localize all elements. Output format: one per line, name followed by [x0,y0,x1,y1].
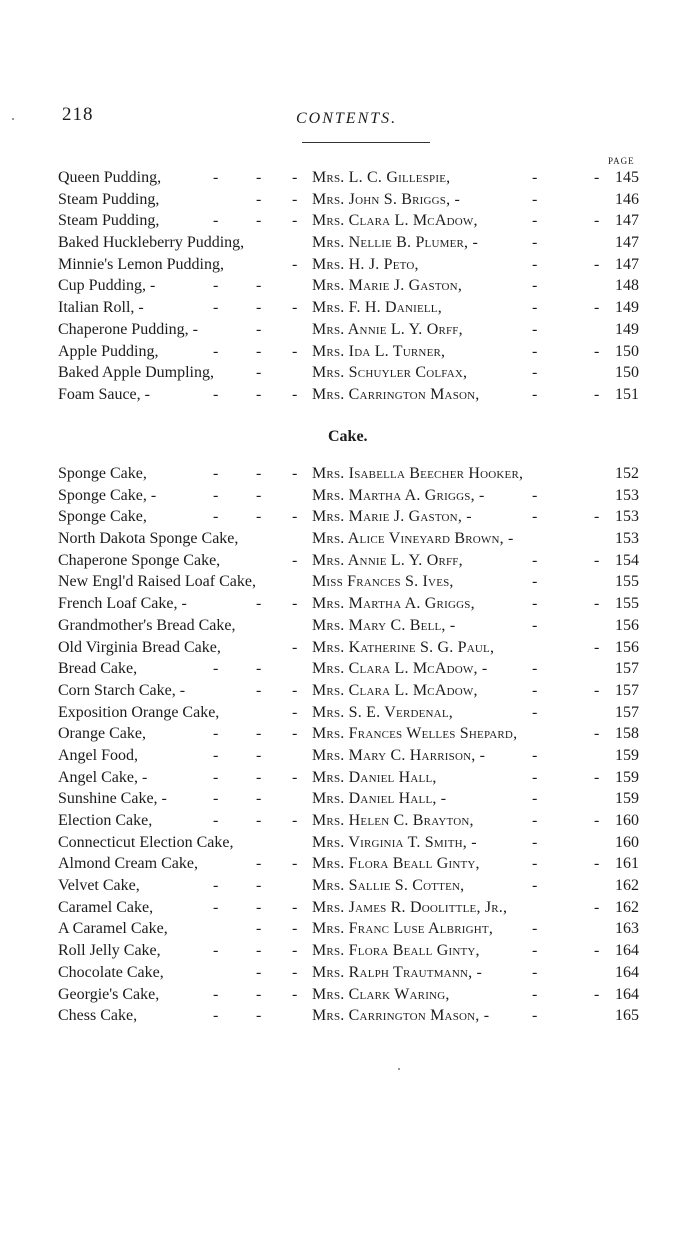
leader-dash: - [213,877,219,895]
leader-dash: - [292,465,298,482]
entry-page: 164 [615,985,639,1003]
entry-page: 147 [615,234,639,252]
leader-dash: - [213,465,219,482]
entry-author: Mrs. Virginia T. Smith, - [312,833,477,851]
entry-author: Mrs. Mary C. Harrison, - [312,746,486,764]
leader-dash: - [213,985,219,1003]
leader-dash: - [292,898,298,916]
leader-dash: - [256,898,262,916]
section-heading-cake: Cake. [328,428,368,445]
leader-dash: - [594,299,600,317]
leader-dash: - [594,638,600,656]
leader-dash: - [532,746,538,764]
entry-page: 157 [615,703,639,721]
entry-author: Mrs. Flora Beall Ginty, [312,855,480,873]
leader-dash: - [532,255,538,273]
entry-title: Chaperone Sponge Cake, [58,551,221,569]
entry-title: Old Virginia Bread Cake, [58,638,221,656]
entry-title: Georgie's Cake, [58,985,160,1003]
leader-dash: - [532,681,538,699]
contents-entry [0,254,700,276]
entry-author: Mrs. Nellie B. Plumer, - [312,234,478,252]
leader-dash: - [292,255,298,273]
leader-dash: - [532,942,538,960]
leader-dash: - [213,725,219,743]
leader-dash: - [256,595,262,613]
entry-title: Sponge Cake, [58,508,147,526]
contents-entry [0,658,700,680]
page-column-label: PAGE [608,156,635,166]
leader-dash: - [292,190,298,208]
leader-dash: - [256,465,262,482]
entry-author: Mrs. James R. Doolittle, Jr., [312,898,508,916]
contents-entry [0,341,700,363]
leader-dash: - [256,725,262,743]
contents-entry [0,810,700,832]
entry-title: A Caramel Cake, [58,920,168,938]
entry-author: Mrs. Clark Waring, [312,985,450,1003]
contents-entry [0,788,700,810]
contents-entry [0,232,700,254]
entry-page: 156 [615,638,639,656]
leader-dash: - [532,342,538,360]
leader-dash: - [256,299,262,317]
leader-dash: - [256,508,262,526]
entry-title: Baked Huckleberry Pudding, [58,234,245,252]
leader-dash: - [256,364,262,382]
entry-title: Chess Cake, [58,1007,138,1025]
leader-dash: - [292,169,298,186]
contents-entry [0,571,700,593]
section-puddings [0,167,700,406]
entry-author: Mrs. Schuyler Colfax, [312,364,468,382]
section-cake [0,463,700,1027]
entry-page: 155 [615,595,639,613]
leader-dash: - [292,508,298,526]
entry-title: Connecticut Election Cake, [58,833,234,851]
contents-entry [0,875,700,897]
contents-entry [0,745,700,767]
contents-entry [0,702,700,724]
entry-author: Mrs. Katherine S. G. Paul, [312,638,495,656]
leader-dash: - [532,877,538,895]
leader-dash: - [213,486,219,504]
leader-dash: - [213,768,219,786]
leader-dash: - [532,551,538,569]
entry-page: 151 [615,385,639,403]
leader-dash: - [594,255,600,273]
leader-dash: - [594,942,600,960]
leader-dash: - [213,169,219,186]
entry-title: Angel Cake, - [58,768,148,786]
entry-page: 164 [615,963,639,981]
entry-author: Mrs. Helen C. Brayton, [312,812,474,829]
leader-dash: - [213,508,219,526]
entry-author: Mrs. Marie J. Gaston, - [312,508,472,526]
leader-dash: - [532,616,538,634]
leader-dash: - [213,277,219,295]
leader-dash: - [532,703,538,721]
contents-entry [0,319,700,341]
leader-dash: - [213,212,219,230]
leader-dash: - [256,920,262,938]
contents-entry [0,853,700,875]
leader-dash: - [532,573,538,591]
entry-author: Mrs. Flora Beall Ginty, [312,942,480,960]
leader-dash: - [213,812,219,829]
leader-dash: - [594,855,600,873]
contents-entry [0,767,700,789]
leader-dash: - [256,385,262,403]
leader-dash: - [532,855,538,873]
entry-page: 146 [615,190,639,208]
entry-page: 145 [615,169,639,186]
contents-entry [0,506,700,528]
entry-page: 157 [615,681,639,699]
leader-dash: - [532,508,538,526]
contents-entry [0,550,700,572]
entry-author: Mrs. Martha A. Griggs, - [312,486,485,504]
entry-page: 153 [615,530,639,548]
entry-page: 165 [615,1007,639,1025]
leader-dash: - [532,277,538,295]
leader-dash: - [594,169,600,186]
entry-title: Roll Jelly Cake, [58,942,161,960]
leader-dash: - [292,299,298,317]
leader-dash: - [292,725,298,743]
contents-entry [0,1005,700,1027]
entry-title: Sponge Cake, [58,465,147,482]
entry-page: 164 [615,942,639,960]
entry-title: Velvet Cake, [58,877,140,895]
leader-dash: - [594,342,600,360]
leader-dash: - [532,486,538,504]
entry-page: 157 [615,660,639,678]
leader-dash: - [532,768,538,786]
entry-title: Italian Roll, - [58,299,144,317]
contents-entry [0,210,700,232]
leader-dash: - [594,551,600,569]
leader-dash: - [256,486,262,504]
leader-dash: - [532,190,538,208]
leader-dash: - [292,551,298,569]
entry-title: Queen Pudding, [58,169,162,186]
contents-entry [0,463,700,485]
entry-title: Baked Apple Dumpling, [58,364,214,382]
leader-dash: - [292,703,298,721]
entry-author: Mrs. Carrington Mason, - [312,1007,490,1025]
entry-author: Mrs. Daniel Hall, - [312,790,447,808]
entry-title: Sunshine Cake, - [58,790,167,808]
leader-dash: - [594,508,600,526]
contents-entry [0,615,700,637]
leader-dash: - [594,985,600,1003]
contents-entry [0,897,700,919]
leader-dash: - [256,963,262,981]
contents-entry [0,940,700,962]
contents-entry [0,528,700,550]
leader-dash: - [292,985,298,1003]
entry-title: Foam Sauce, - [58,385,150,403]
entry-author: Mrs. Clara L. McAdow, [312,212,478,230]
leader-dash: - [256,660,262,678]
leader-dash: - [292,681,298,699]
entry-author: Mrs. Annie L. Y. Orff, [312,320,463,338]
contents-entry [0,723,700,745]
entry-page: 147 [615,212,639,230]
leader-dash: - [532,790,538,808]
contents-entry [0,637,700,659]
leader-dash: - [532,320,538,338]
leader-dash: - [532,985,538,1003]
entry-page: 159 [615,790,639,808]
entry-author: Mrs. Marie J. Gaston, [312,277,463,295]
leader-dash: - [292,385,298,403]
entry-page: 161 [615,855,639,873]
entry-title: Steam Pudding, [58,212,160,230]
page-number: 218 [62,104,94,125]
leader-dash: - [594,595,600,613]
entry-page: 159 [615,746,639,764]
leader-dash: - [594,212,600,230]
leader-dash: - [292,768,298,786]
entry-page: 147 [615,255,639,273]
entry-author: Mrs. Franc Luse Albright, [312,920,494,938]
leader-dash: - [532,385,538,403]
entry-author: Mrs. Annie L. Y. Orff, [312,551,463,569]
entry-title: Caramel Cake, [58,898,154,916]
entry-page: 159 [615,768,639,786]
entry-author: Miss Frances S. Ives, [312,573,454,591]
entry-title: Steam Pudding, [58,190,160,208]
entry-title: Chaperone Pudding, - [58,320,198,338]
leader-dash: - [532,660,538,678]
contents-entry [0,167,700,189]
entry-page: 158 [615,725,639,743]
entry-page: 156 [615,616,639,634]
leader-dash: - [213,1007,219,1025]
paper-speck [12,118,14,120]
leader-dash: - [532,1007,538,1025]
leader-dash: - [594,898,600,916]
entry-author: Mrs. Clara L. McAdow, [312,681,478,699]
contents-entry [0,189,700,211]
entry-author: Mrs. John S. Briggs, - [312,190,461,208]
contents-entry [0,384,700,406]
leader-dash: - [532,169,538,186]
leader-dash: - [213,660,219,678]
leader-dash: - [292,920,298,938]
entry-title: Grandmother's Bread Cake, [58,616,236,634]
leader-dash: - [256,942,262,960]
entry-title: Chocolate Cake, [58,963,164,981]
leader-dash: - [213,898,219,916]
leader-dash: - [256,790,262,808]
entry-title: Cup Pudding, - [58,277,156,295]
contents-entry [0,680,700,702]
contents-entry [0,485,700,507]
leader-dash: - [256,877,262,895]
entry-title: French Loaf Cake, - [58,595,187,613]
leader-dash: - [256,768,262,786]
entry-author: Mrs. Mary C. Bell, - [312,616,456,634]
entry-title: Sponge Cake, - [58,486,157,504]
entry-title: Minnie's Lemon Pudding, [58,255,224,273]
entry-title: Almond Cream Cake, [58,855,198,873]
running-title: CONTENTS. [296,110,398,127]
leader-dash: - [594,725,600,743]
leader-dash: - [594,385,600,403]
entry-title: Exposition Orange Cake, [58,703,220,721]
entry-author: Mrs. Clara L. McAdow, - [312,660,488,678]
entry-page: 154 [615,551,639,569]
contents-entry [0,962,700,984]
leader-dash: - [292,595,298,613]
entry-title: Angel Food, [58,746,138,764]
leader-dash: - [256,277,262,295]
leader-dash: - [292,942,298,960]
entry-author: Mrs. Carrington Mason, [312,385,480,403]
leader-dash: - [213,790,219,808]
leader-dash: - [594,812,600,829]
entry-author: Mrs. Ralph Trautmann, - [312,963,483,981]
leader-dash: - [256,985,262,1003]
entry-author: Mrs. S. E. Verdenal, [312,703,453,721]
entry-title: North Dakota Sponge Cake, [58,530,239,548]
leader-dash: - [532,299,538,317]
leader-dash: - [256,190,262,208]
entry-page: 148 [615,277,639,295]
entry-page: 162 [615,877,639,895]
leader-dash: - [256,212,262,230]
leader-dash: - [213,942,219,960]
entry-title: Corn Starch Cake, - [58,681,186,699]
entry-page: 162 [615,898,639,916]
leader-dash: - [594,681,600,699]
entry-page: 150 [615,364,639,382]
entry-author: Mrs. Ida L. Turner, [312,342,446,360]
contents-entry [0,275,700,297]
contents-entry [0,362,700,384]
entry-page: 150 [615,342,639,360]
leader-dash: - [213,299,219,317]
leader-dash: - [292,342,298,360]
leader-dash: - [213,385,219,403]
entry-author: Mrs. Martha A. Griggs, [312,595,475,613]
entry-title: Apple Pudding, [58,342,159,360]
leader-dash: - [213,746,219,764]
entry-author: Mrs. L. C. Gillespie, [312,169,451,186]
leader-dash: - [532,234,538,252]
entry-author: Mrs. Sallie S. Cotten, [312,877,465,895]
entry-page: 149 [615,320,639,338]
leader-dash: - [256,681,262,699]
entry-page: 153 [615,508,639,526]
leader-dash: - [532,212,538,230]
entry-author: Mrs. Daniel Hall, [312,768,437,786]
entry-title: Bread Cake, [58,660,138,678]
leader-dash: - [256,746,262,764]
leader-dash: - [292,963,298,981]
paper-speck [398,1068,400,1070]
leader-dash: - [292,812,298,829]
entry-author: Mrs. H. J. Peto, [312,255,419,273]
leader-dash: - [256,320,262,338]
entry-page: 163 [615,920,639,938]
leader-dash: - [292,212,298,230]
contents-entry [0,984,700,1006]
entry-author: Mrs. Frances Welles Shepard, [312,725,518,743]
entry-author: Mrs. Isabella Beecher Hooker, [312,465,524,482]
entry-title: New Engl'd Raised Loaf Cake, [58,573,256,591]
entry-title: Orange Cake, [58,725,146,743]
leader-dash: - [256,855,262,873]
leader-dash: - [532,595,538,613]
entry-page: 153 [615,486,639,504]
leader-dash: - [532,364,538,382]
entry-page: 152 [615,465,639,482]
entry-page: 155 [615,573,639,591]
leader-dash: - [292,638,298,656]
entry-page: 149 [615,299,639,317]
leader-dash: - [532,833,538,851]
leader-dash: - [594,768,600,786]
leader-dash: - [292,855,298,873]
title-rule [302,142,430,143]
leader-dash: - [532,812,538,829]
contents-entry [0,832,700,854]
contents-entry [0,593,700,615]
entry-author: Mrs. F. H. Daniell, [312,299,442,317]
entry-author: Mrs. Alice Vineyard Brown, - [312,530,514,548]
leader-dash: - [213,342,219,360]
leader-dash: - [256,1007,262,1025]
entry-title: Election Cake, [58,812,153,829]
leader-dash: - [256,812,262,829]
leader-dash: - [532,920,538,938]
entry-page: 160 [615,833,639,851]
contents-entry [0,918,700,940]
leader-dash: - [256,169,262,186]
leader-dash: - [256,342,262,360]
contents-entry [0,297,700,319]
entry-page: 160 [615,812,639,829]
leader-dash: - [532,963,538,981]
